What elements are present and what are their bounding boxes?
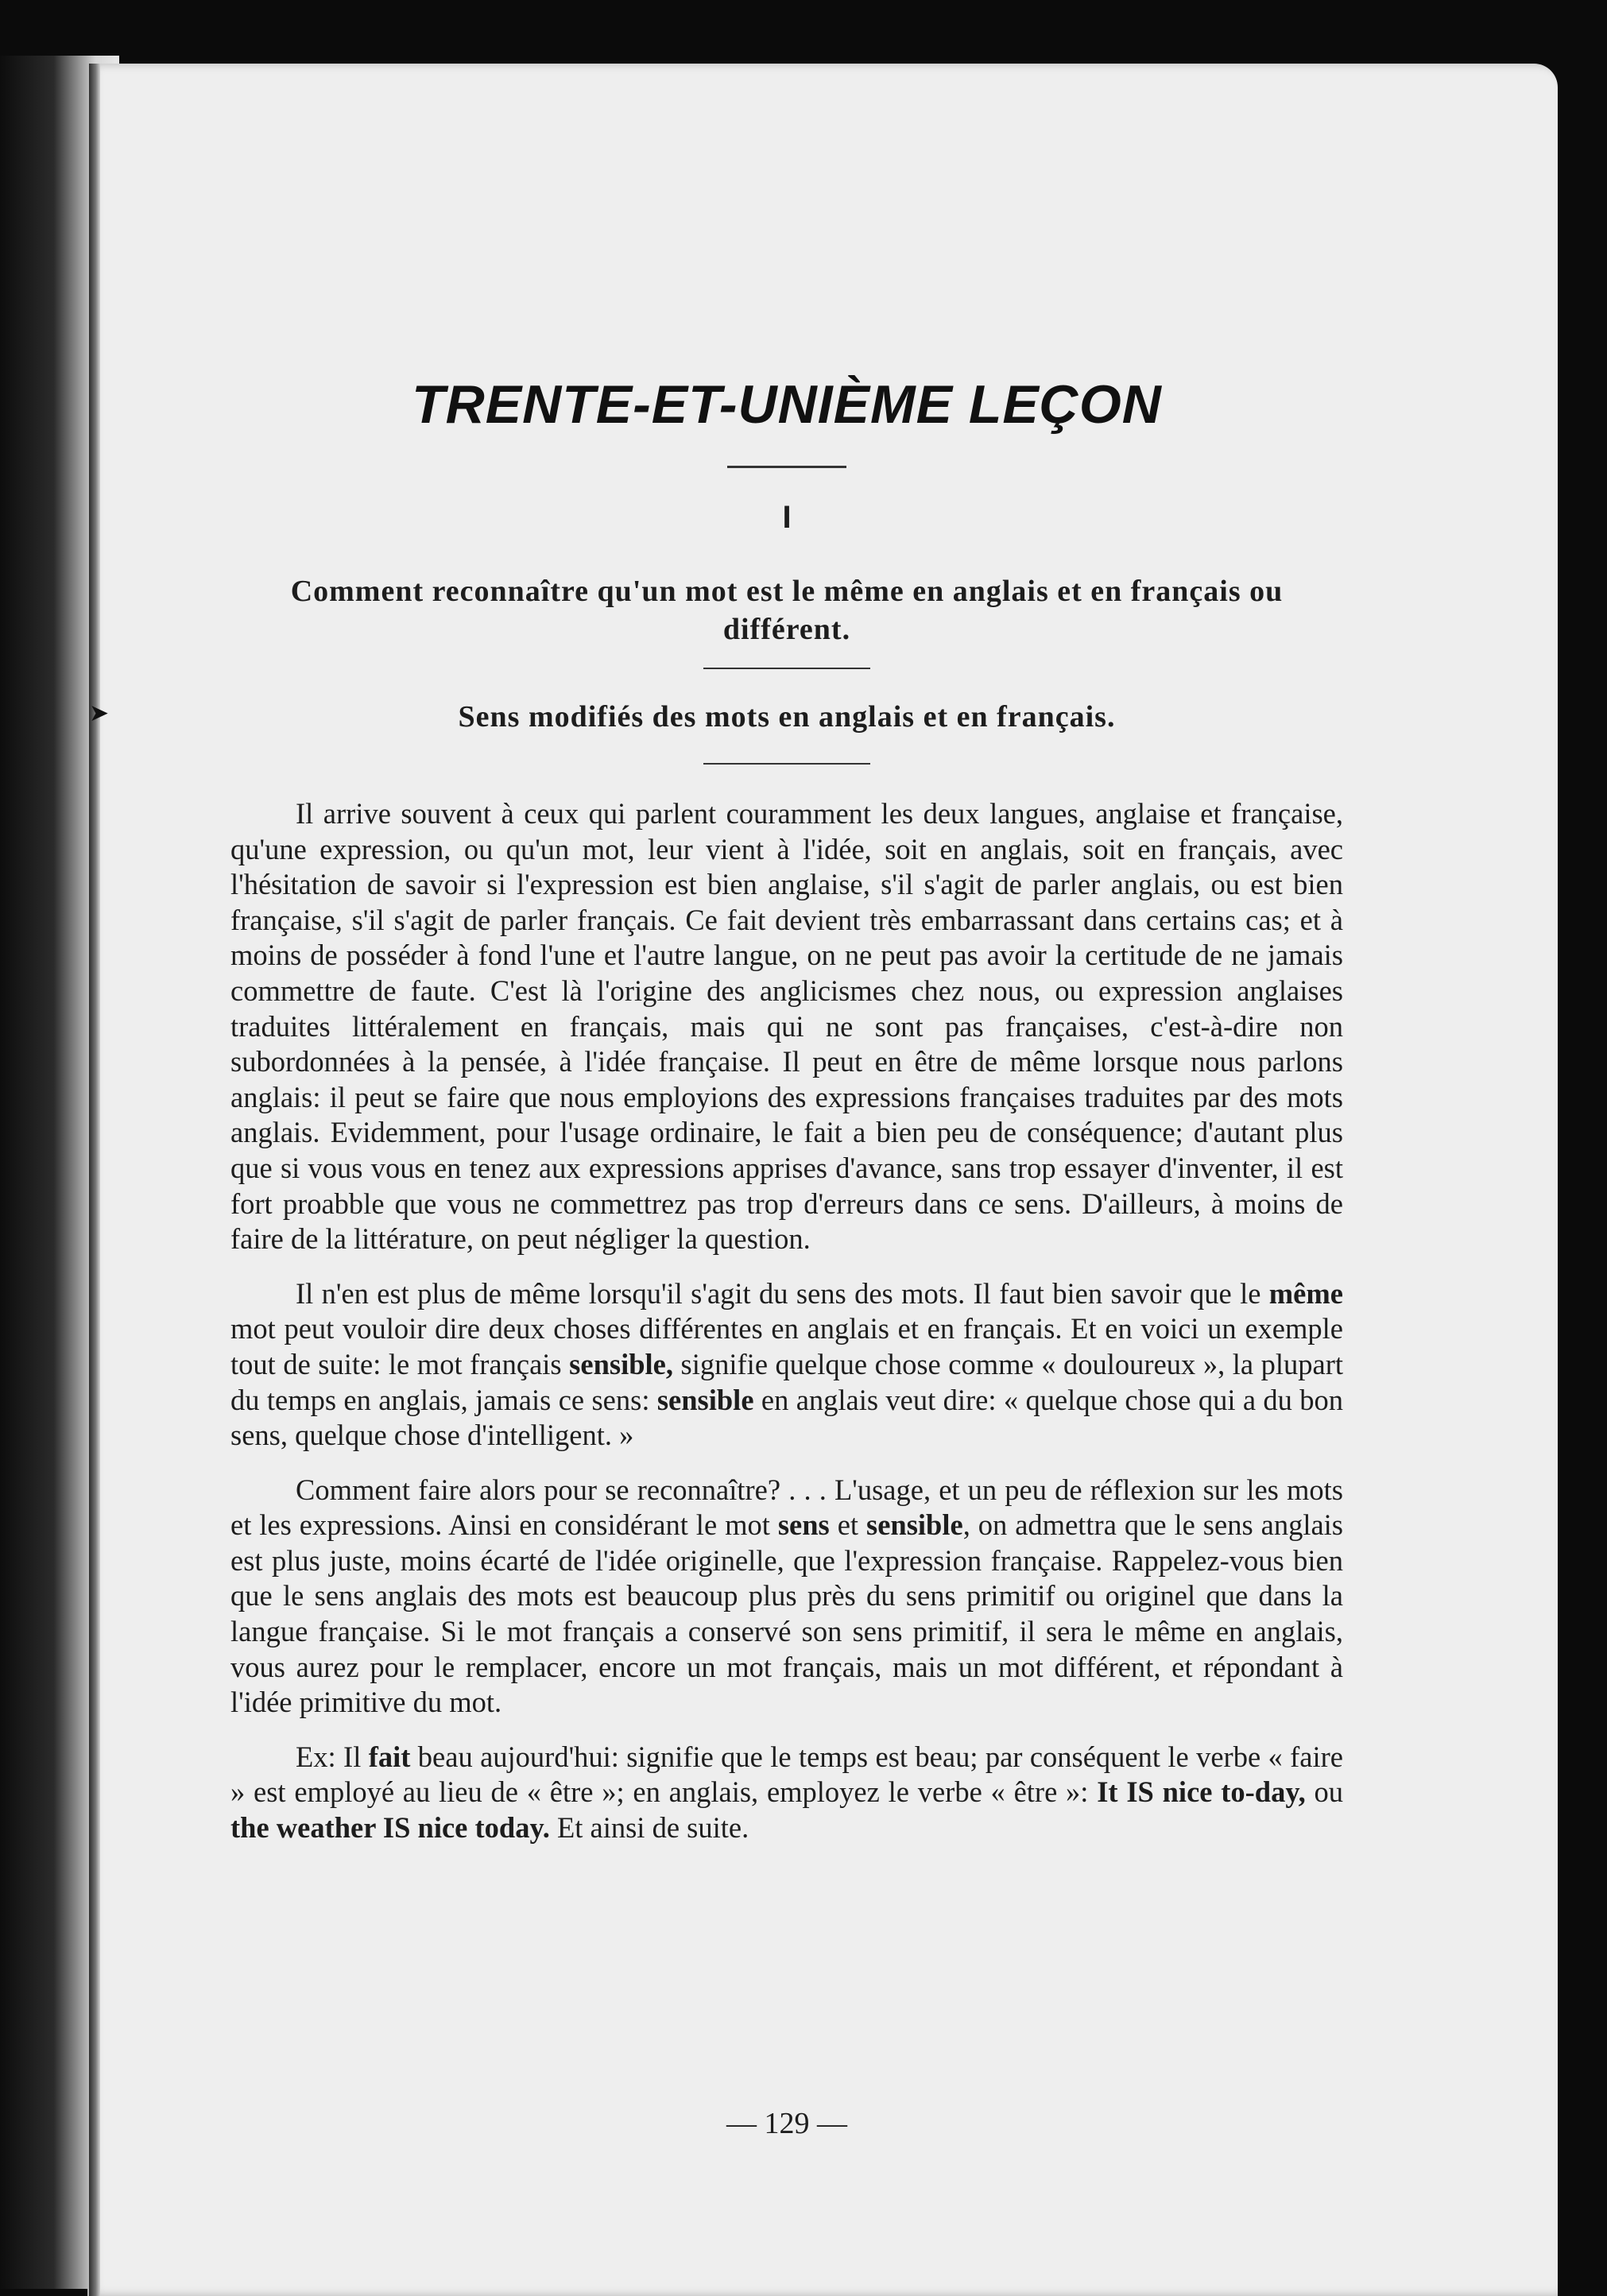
paragraph-4-bold-fait: fait	[368, 1740, 411, 1773]
paragraph-1: Il arrive souvent à ceux qui parlent couramment les deux langues, anglaise et française, qu'une expression, ou qu'un mot, leur vient à l'idée, soit en anglais, soit en français, avec l'hésitation de savoir si l'expression est bien anglaise, s'il s'agit de parler anglais, ou est bien française, s'il s'agit de parler français. Ce fait devient très embarrassant dans certains cas; et à moins de posséder à fond l'une et l'autre langue, on ne peut pas avoir la certitude de ne jamais commettre de faute. C'est là l'origine des anglicismes chez nous, ou expression anglaises traduites littéralement en français, mais qui ne sont pas françaises, c'est-à-dire non subordonnées à la pensée, à l'idée française. Il peut en être de même lorsque nous parlons anglais: il peut se faire que nous employions des expressions françaises traduites par des mots anglais. Evidemment, pour l'usage ordinaire, le fait a bien peu de conséquence; d'autant plus que si vous vous en tenez aux expressions apprises d'avance, sans trop essayer d'inventer, il est fort proabble que vous ne commettrez pas trop d'erreurs dans ce sens. D'ailleurs, à moins de faire de la littérature, on peut négliger la question.	[230, 797, 1343, 1256]
paragraph-2-text: mot peut vouloir dire deux choses différentes en anglais et en français. Et en voici un exemple tout de suite: le mot français	[230, 1312, 1343, 1380]
section-number: I	[782, 500, 792, 535]
lesson-title: TRENTE-ET-UNIÈME LEÇON	[412, 374, 1162, 435]
paragraph-3-text: Comment faire alors pour se reconnaître? . . . L'usage, et un peu de réflexion sur les mots et les expressions. Ainsi en considérant le mot	[230, 1473, 1343, 1542]
paragraph-2	[230, 1276, 1343, 1454]
section-heading: Comment reconnaître qu'un mot est le même en anglais et en français ou différent.	[290, 575, 1284, 646]
page-spine-shadow	[89, 64, 100, 2296]
paragraph-2-text: Il n'en est plus de même lorsqu'il s'agit du sens des mots. Il faut bien savoir que le	[296, 1276, 1269, 1310]
heading-rule	[703, 668, 870, 669]
paragraph-4-bold-example-2: the weather IS nice today.	[230, 1811, 550, 1845]
paragraph-2-bold-meme: même	[1268, 1276, 1343, 1310]
paragraph-2-bold-sensible: sensible,	[569, 1347, 673, 1380]
paragraph-3-bold-sens: sens	[777, 1508, 830, 1542]
paragraph-3-text: , on admettra que le sens anglais est plus juste, moins écarté de l'idée originelle, que l'expression française. Rappelez-vous bien que le sens anglais des mots est beaucoup plus près du sens primitif ou originel que dans la langue française. Si le mot français a conservé son sens primitif, il sera le même en anglais, vous aurez pour le remplacer, encore un mot français, mais un mot différent, et répondant à l'idée primitive du mot.	[230, 1508, 1344, 1719]
paragraph-4-text: beau aujourd'hui: signifie que le temps est beau; par conséquent le verbe « faire » est employé au lieu de « être »; en anglais, employez le verbe « être »:	[230, 1740, 1343, 1809]
section-subheading: Sens modifiés des mots en anglais et en français.	[458, 700, 1116, 734]
page-content	[230, 374, 1344, 2140]
paragraph-4-text: Ex: Il	[296, 1740, 369, 1773]
paragraph-3-bold-sensible: sensible	[866, 1508, 963, 1542]
paragraph-4	[230, 1740, 1343, 1846]
paragraph-4-bold-example-1: It IS nice to-day,	[1097, 1775, 1306, 1809]
paragraph-4-text: ou	[1305, 1775, 1344, 1809]
subheading-rule	[703, 763, 870, 765]
paragraph-4-text: Et ainsi de suite.	[549, 1811, 749, 1845]
title-rule	[727, 466, 846, 468]
paragraph-3	[230, 1473, 1343, 1721]
page-number: — 129 —	[726, 2107, 847, 2140]
paragraph-2-text: signifie quelque chose comme « douloureux », la plupart du temps en anglais, jamais ce sens:	[230, 1347, 1343, 1416]
paragraph-3-text: et	[829, 1508, 866, 1542]
margin-mark: ➤	[89, 700, 110, 726]
paragraph-2-bold-sensible-en: sensible	[656, 1383, 754, 1416]
paragraph-2-text: en anglais veut dire: « quelque chose qui a du bon sens, quelque chose d'intelligent. »	[230, 1383, 1344, 1452]
